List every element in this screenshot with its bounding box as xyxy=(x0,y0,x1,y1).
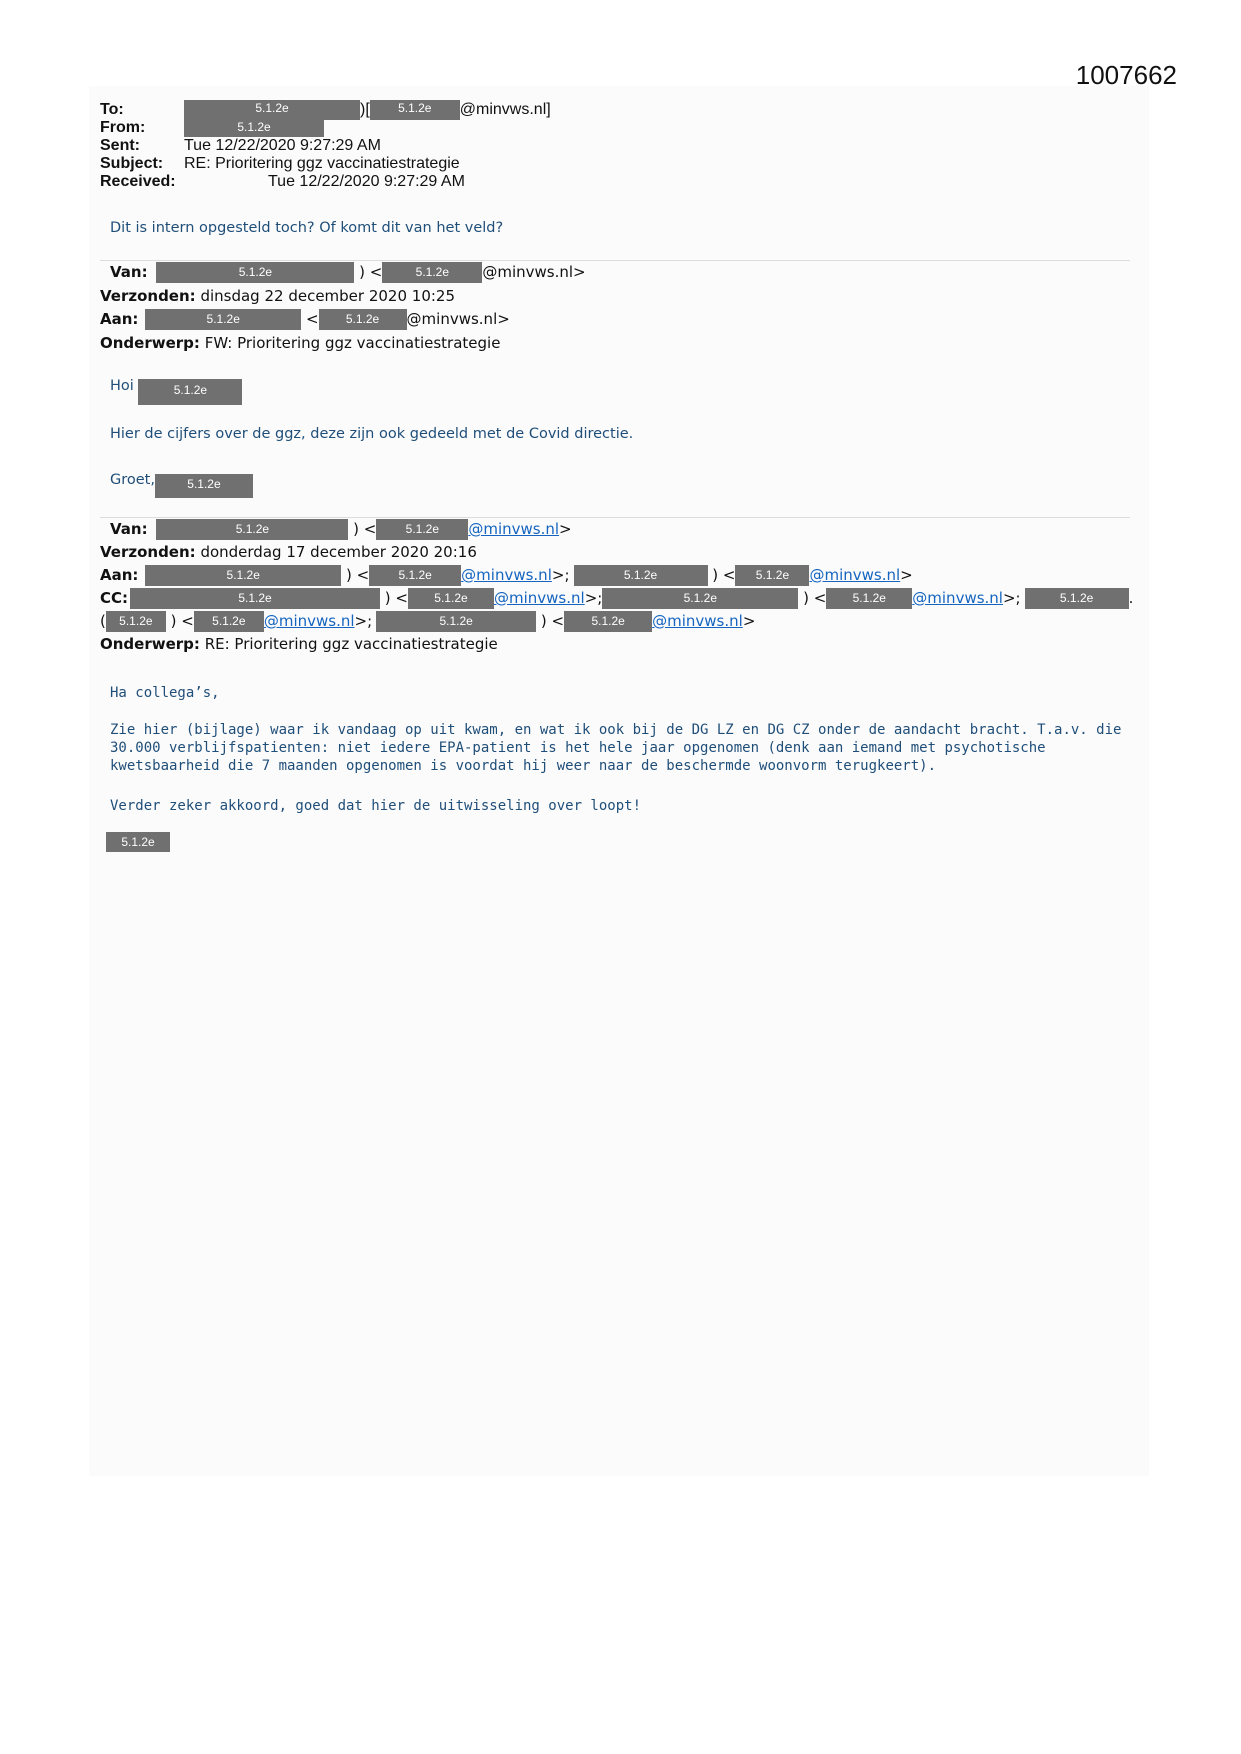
redaction-block: 5.1.2e xyxy=(826,588,912,609)
redaction-block: 5.1.2e xyxy=(130,588,380,609)
redaction-block: 5.1.2e xyxy=(319,309,407,330)
message2-greeting: Ha collega’s, xyxy=(110,685,220,701)
document-page: 1007662 To: 5.1.2e )[ 5.1.2e @minvws.nl] From: 5.1.2e Sent: Tue 12/22/2020 9:27:29 AM Subject: RE: Prioritering ggz vaccinatiestrategie Received: Tue 12/22/2020 9:27:29 AM Dit is intern opgesteld toch? Of komt dit van het veld? Van: 5.1.2e ) < 5.1.2e @minvws.nl> Verzonden: dinsdag 22 december 2020 10:25 Aan: 5.1.2e < 5.1.2e @minvws.nl> Onderwerp: FW: Prioritering ggz vaccinatiestrategie Hoi 5.1.2e Hier de cijfers over de ggz, deze zijn ook gedeeld met de Covid directie. Groet, 5.1.2e Van: 5.1.2e ) < 5.1.2e @minvws.nl> Verzonden: donderdag 17 december 2020 20:16 Aan: 5.1.2e ) < 5.1.2e @minvws.nl>; 5.1.2e ) < 5.1.2e @minvws.nl> CC: 5.1.2e ) < 5.1.2e @minvws.nl>; 5.1.2e ) < 5.1.2e @minvws.nl>; 5.1.2e . ( 5.1.2e ) < 5.1.2e @minvws.nl>; 5.1.2e ) < 5.1.2e @minvws.nl> Onderwerp: RE: Prioritering ggz vaccinatiestrategie Ha collega’s, Zie hier (bijlage) waar ik vandaag op uit kwam, en wat ik ook bij de DG LZ en DG CZ onder de aandacht bracht. T.a.v. die 30.000 verblijfspatienten: niet iedere EPA-patient is het hele jaar opgenomen (denk aan iemand met psychotische kwetsbaarheid die 7 maanden opgenomen is voordat hij weer naar de beschermde woonvorm terugkeert). Verder zeker akkoord, goed dat hier de uitwisseling over loopt! 5.1.2e xyxy=(0,0,1241,1754)
redaction-block: 5.1.2e xyxy=(106,832,170,852)
redaction-block: 5.1.2e xyxy=(370,100,460,120)
email-link[interactable]: @minvws.nl xyxy=(493,589,585,607)
email-link[interactable]: @minvws.nl xyxy=(263,612,355,630)
redaction-block: 5.1.2e xyxy=(408,588,494,609)
email-link[interactable]: @minvws.nl xyxy=(652,612,743,630)
signature-redaction xyxy=(106,832,170,852)
redaction-block: 5.1.2e xyxy=(376,519,468,540)
redaction-block: 5.1.2e xyxy=(382,262,482,283)
message1-onderwerp: Onderwerp: FW: Prioritering ggz vaccinatiestrategie xyxy=(100,334,501,352)
sent-label: Sent: xyxy=(100,137,140,154)
redaction-block: 5.1.2e xyxy=(155,474,253,498)
message2-van: Van: 5.1.2e ) < 5.1.2e @minvws.nl> xyxy=(110,520,572,538)
email-link[interactable]: @minvws.nl xyxy=(461,566,552,584)
received-label: Received: xyxy=(100,173,176,190)
subject-value: RE: Prioritering ggz vaccinatiestrategie xyxy=(184,155,460,172)
redaction-block: 5.1.2e xyxy=(156,519,348,540)
message2-aan: Aan: 5.1.2e ) < 5.1.2e @minvws.nl>; 5.1.2e ) < 5.1.2e @minvws.nl> xyxy=(100,566,913,584)
paragraph-line: 30.000 verblijfspatienten: niet iedere EPA-patient is het hele jaar opgenomen (denk aan iemand met psychotische xyxy=(110,740,1046,756)
email-link[interactable]: @minvws.nl xyxy=(912,589,1003,607)
subject-label: Subject: xyxy=(100,155,164,172)
redaction-block: 5.1.2e xyxy=(376,611,536,632)
redaction-block: 5.1.2e xyxy=(138,379,242,405)
paragraph-line: kwetsbaarheid die 7 maanden opgenomen is voordat hij weer naar de beschermde woonvorm terugkeert). xyxy=(110,758,937,774)
redaction-block: 5.1.2e xyxy=(369,565,461,586)
message1-verzonden: Verzonden: dinsdag 22 december 2020 10:25 xyxy=(100,287,456,305)
email-link[interactable]: @minvws.nl xyxy=(809,566,901,584)
email-link[interactable]: @minvws.nl xyxy=(468,520,560,538)
redaction-block: 5.1.2e xyxy=(1025,588,1129,609)
received-value: Tue 12/22/2020 9:27:29 AM xyxy=(268,173,465,190)
redaction-block: 5.1.2e xyxy=(564,611,652,632)
message1-body: Hier de cijfers over de ggz, deze zijn ook gedeeld met de Covid directie. xyxy=(110,426,634,442)
redaction-block: 5.1.2e xyxy=(184,100,360,120)
message1-closing: Groet, 5.1.2e xyxy=(110,472,253,498)
paragraph-line: Zie hier (bijlage) waar ik vandaag op uit kwam, en wat ik ook bij de DG LZ en DG CZ onder de aandacht bracht. T.a.v. die xyxy=(110,722,1122,738)
message1-aan: Aan: 5.1.2e < 5.1.2e @minvws.nl> xyxy=(100,310,510,328)
sent-value: Tue 12/22/2020 9:27:29 AM xyxy=(184,137,381,154)
from-label: From: xyxy=(100,119,146,136)
message2-verzonden: Verzonden: donderdag 17 december 2020 20:16 xyxy=(100,543,477,561)
redaction-block: 5.1.2e xyxy=(602,588,798,609)
to-label: To: xyxy=(100,101,124,118)
document-number: 1007662 xyxy=(1075,60,1177,90)
redaction-block: 5.1.2e xyxy=(574,565,708,586)
message2-onderwerp: Onderwerp: RE: Prioritering ggz vaccinatiestrategie xyxy=(100,635,498,653)
redaction-block: 5.1.2e xyxy=(145,565,341,586)
reply-text: Dit is intern opgesteld toch? Of komt dit van het veld? xyxy=(110,220,504,236)
to-domain: @minvws.nl] xyxy=(459,101,551,119)
message1-greeting: Hoi 5.1.2e xyxy=(110,378,242,405)
message1-van: Van: 5.1.2e ) < 5.1.2e @minvws.nl> xyxy=(110,263,586,281)
redaction-block: 5.1.2e xyxy=(194,611,264,632)
redaction-block: 5.1.2e xyxy=(156,262,354,283)
message2-paragraph xyxy=(110,721,1120,775)
message2-cc: CC: 5.1.2e ) < 5.1.2e @minvws.nl>; 5.1.2e ) < 5.1.2e @minvws.nl>; 5.1.2e . xyxy=(100,589,1134,607)
redaction-block: 5.1.2e xyxy=(184,119,324,137)
redaction-block: 5.1.2e xyxy=(106,611,166,632)
redaction-block: 5.1.2e xyxy=(145,309,301,330)
message2-cc-continued: ( 5.1.2e ) < 5.1.2e @minvws.nl>; 5.1.2e ) < 5.1.2e @minvws.nl> xyxy=(100,612,756,630)
message2-closing: Verder zeker akkoord, goed dat hier de uitwisseling over loopt! xyxy=(110,798,642,814)
redaction-block: 5.1.2e xyxy=(735,565,809,586)
